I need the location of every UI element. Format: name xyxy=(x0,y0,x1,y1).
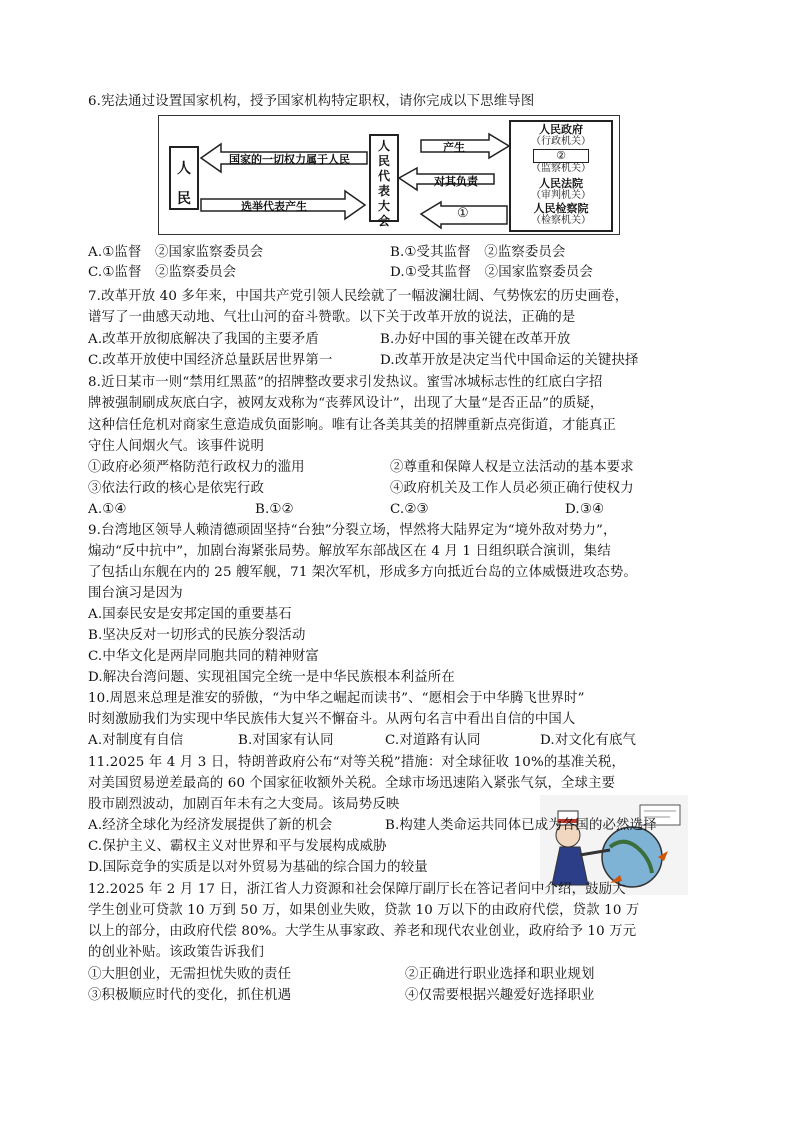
blank-1-label: ① xyxy=(457,206,469,221)
question-9-stem-line-1: 9.台湾地区领导人赖清德顽固坚持“台独”分裂立场，悍然将大陆界定为“境外敌对势力”， xyxy=(88,523,617,538)
question-8-stem-line-3: 这种信任危机对商家生意造成负面影响。唯有让各美其美的招牌重新点亮街道，才能真正 xyxy=(88,418,617,433)
question-11-option-a: A.经济全球化为经济发展提供了新的机会 xyxy=(88,818,333,833)
question-11-stem-line-2: 对美国贸易逆差最高的 60 个国家征收额外关税。全球市场迅速陷入紧张气氛，全球主要 xyxy=(88,776,616,791)
question-10-option-b: B.对国家有认同 xyxy=(238,733,334,748)
congress-label: 人民代表大会 xyxy=(377,139,390,228)
question-9-stem-line-4: 围台演习是因为 xyxy=(88,586,183,601)
question-9-option-a: A.国泰民安是安邦定国的重要基石 xyxy=(88,607,292,622)
question-10-stem-line-1: 10.周恩来总理是淮安的骄傲，“为中华之崛起而读书”、“愿相会于中华腾飞世界时” xyxy=(88,691,585,706)
question-9-option-c: C.中华文化是两岸同胞共同的精神财富 xyxy=(88,649,319,664)
question-8-statement-1: ①政府必须严格防范行政权力的滥用 xyxy=(88,460,305,475)
arrow-bottom-label: 选举代表产生 xyxy=(241,200,307,213)
question-12-stem-line-1: 12.2025 年 2 月 17 日，浙江省人力资源和社会保障厅副厅长在答记者问中介绍，鼓励大 xyxy=(88,882,626,897)
question-10-stem-line-2: 时刻激励我们为实现中华民族伟大复兴不懈奋斗。从两句名言中看出自信的中国人 xyxy=(88,712,576,727)
question-8-option-c: C.②③ xyxy=(390,502,429,517)
state-organs-box xyxy=(509,120,613,232)
question-6-mind-map xyxy=(158,115,620,235)
supervision-sub-label: （监察机关） xyxy=(531,163,591,174)
question-6-option-a: A.①监督 ②国家监察委员会 xyxy=(88,245,264,260)
question-10-option-c: C.对道路有认同 xyxy=(385,733,481,748)
question-7-option-a: A.改革开放彻底解决了我国的主要矛盾 xyxy=(88,332,319,347)
question-11-option-d: D.国际竞争的实质是以对外贸易为基础的综合国力的较量 xyxy=(88,860,428,875)
question-12-stem-line-2: 学生创业可贷款 10 万到 50 万，如果创业失败，贷款 10 万以下的由政府代偿，贷款 10 万 xyxy=(88,903,640,918)
arrow-responsible-label: 对其负责 xyxy=(434,175,478,188)
court-label: 人民法院 xyxy=(539,177,583,190)
question-11-option-c: C.保护主义、霸权主义对世界和平与发展构成威胁 xyxy=(88,839,387,854)
question-11-stem-line-3: 股市剧烈波动，加剧百年未有之大变局。该局势反映 xyxy=(88,797,400,812)
question-6-option-d: D.①受其监督 ②国家监察委员会 xyxy=(390,265,593,280)
question-8-stem-line-2: 牌被强制刷成灰底白字，被网友戏称为“丧葬风设计”，出现了大量“是否正品”的质疑， xyxy=(88,396,604,411)
question-8-statement-3: ③依法行政的核心是依宪行政 xyxy=(88,481,265,496)
gov-label: 人民政府 xyxy=(539,123,583,136)
congress-box xyxy=(369,134,399,228)
question-6-option-c: C.①监督 ②监察委员会 xyxy=(88,265,237,280)
question-12-stem-line-4: 的创业补贴。该政策告诉我们 xyxy=(88,945,265,960)
question-12-statement-3: ③积极顺应时代的变化，抓住机遇 xyxy=(88,988,292,1003)
blank-2-box: ② xyxy=(533,149,589,163)
question-7-option-c: C.改革开放使中国经济总量跃居世界第一 xyxy=(88,353,333,368)
question-7-stem-line-2: 谱写了一曲感天动地、气壮山河的奋斗赞歌。以下关于改革开放的说法，正确的是 xyxy=(88,310,576,325)
question-6-stem: 6.宪法通过设置国家机构，授予国家机构特定职权，请你完成以下思维导图 xyxy=(88,94,535,109)
question-8-option-a: A.①④ xyxy=(88,502,127,517)
arrow-produce xyxy=(421,134,509,158)
question-8-statement-4: ④政府机关及工作人员必须正确行使权力 xyxy=(390,481,634,496)
arrow-top-label: 国家的一切权力属于人民 xyxy=(229,153,350,166)
question-8-statement-2: ②尊重和保障人权是立法活动的基本要求 xyxy=(390,460,634,475)
gov-sub-label: （行政机关） xyxy=(531,136,591,147)
question-7-option-b: B.办好中国的事关键在改革开放 xyxy=(380,332,571,347)
court-sub-label: （审判机关） xyxy=(531,190,591,201)
question-10-option-a: A.对制度有自信 xyxy=(88,733,184,748)
question-12-statement-2: ②正确进行职业选择和职业规划 xyxy=(405,967,595,982)
question-6-option-b: B.①受其监督 ②监察委员会 xyxy=(390,245,566,260)
question-8-stem-line-1: 8.近日某市一则“禁用红黑蓝”的招牌整改要求引发热议。蜜雪冰城标志性的红底白字招 xyxy=(88,375,603,390)
question-9-option-b: B.坚决反对一切形式的民族分裂活动 xyxy=(88,628,306,643)
question-11-option-b: B.构建人类命运共同体已成为各国的必然选择 xyxy=(385,818,657,833)
question-9-stem-line-3: 了包括山东舰在内的 25 艘军舰，71 架次军机，形成多方向抵近台岛的立体威慑进攻态势。 xyxy=(88,565,637,580)
question-9-stem-line-2: 煽动“反中抗中”，加剧台海紧张局势。解放军东部战区在 4 月 1 日组织联合演训，集结 xyxy=(88,544,611,559)
question-7-option-d: D.改革开放是决定当代中国命运的关键抉择 xyxy=(380,353,639,368)
question-8-stem-line-4: 守住人间烟火气。该事件说明 xyxy=(88,439,265,454)
question-12-statement-1: ①大胆创业，无需担忧失败的责任 xyxy=(88,967,292,982)
procuratorate-sub-label: （检察机关） xyxy=(531,215,591,226)
question-11-stem-line-1: 11.2025 年 4 月 3 日，特朗普政府公布“对等关税”措施：对全球征收 10%的基准关税， xyxy=(88,755,626,770)
people-label: 人民 xyxy=(177,161,191,207)
procuratorate-label: 人民检察院 xyxy=(533,202,589,215)
arrow-produce-label: 产生 xyxy=(443,141,465,154)
question-9-option-d: D.解决台湾问题、实现祖国完全统一是中华民族根本利益所在 xyxy=(88,670,455,685)
question-8-option-d: D.③④ xyxy=(565,502,605,517)
question-7-stem-line-1: 7.改革开放 40 多年来，中国共产党引领人民绘就了一幅波澜壮阔、气势恢宏的历史画卷， xyxy=(88,289,629,304)
question-12-stem-line-3: 以上的部分，由政府代偿 80%。大学生从事家政、养老和现代农业创业，政府给予 10 万元 xyxy=(88,924,637,939)
question-8-option-b: B.①② xyxy=(255,502,294,517)
question-12-statement-4: ④仅需要根据兴趣爱好选择职业 xyxy=(405,988,595,1003)
question-10-option-d: D.对文化有底气 xyxy=(540,733,637,748)
